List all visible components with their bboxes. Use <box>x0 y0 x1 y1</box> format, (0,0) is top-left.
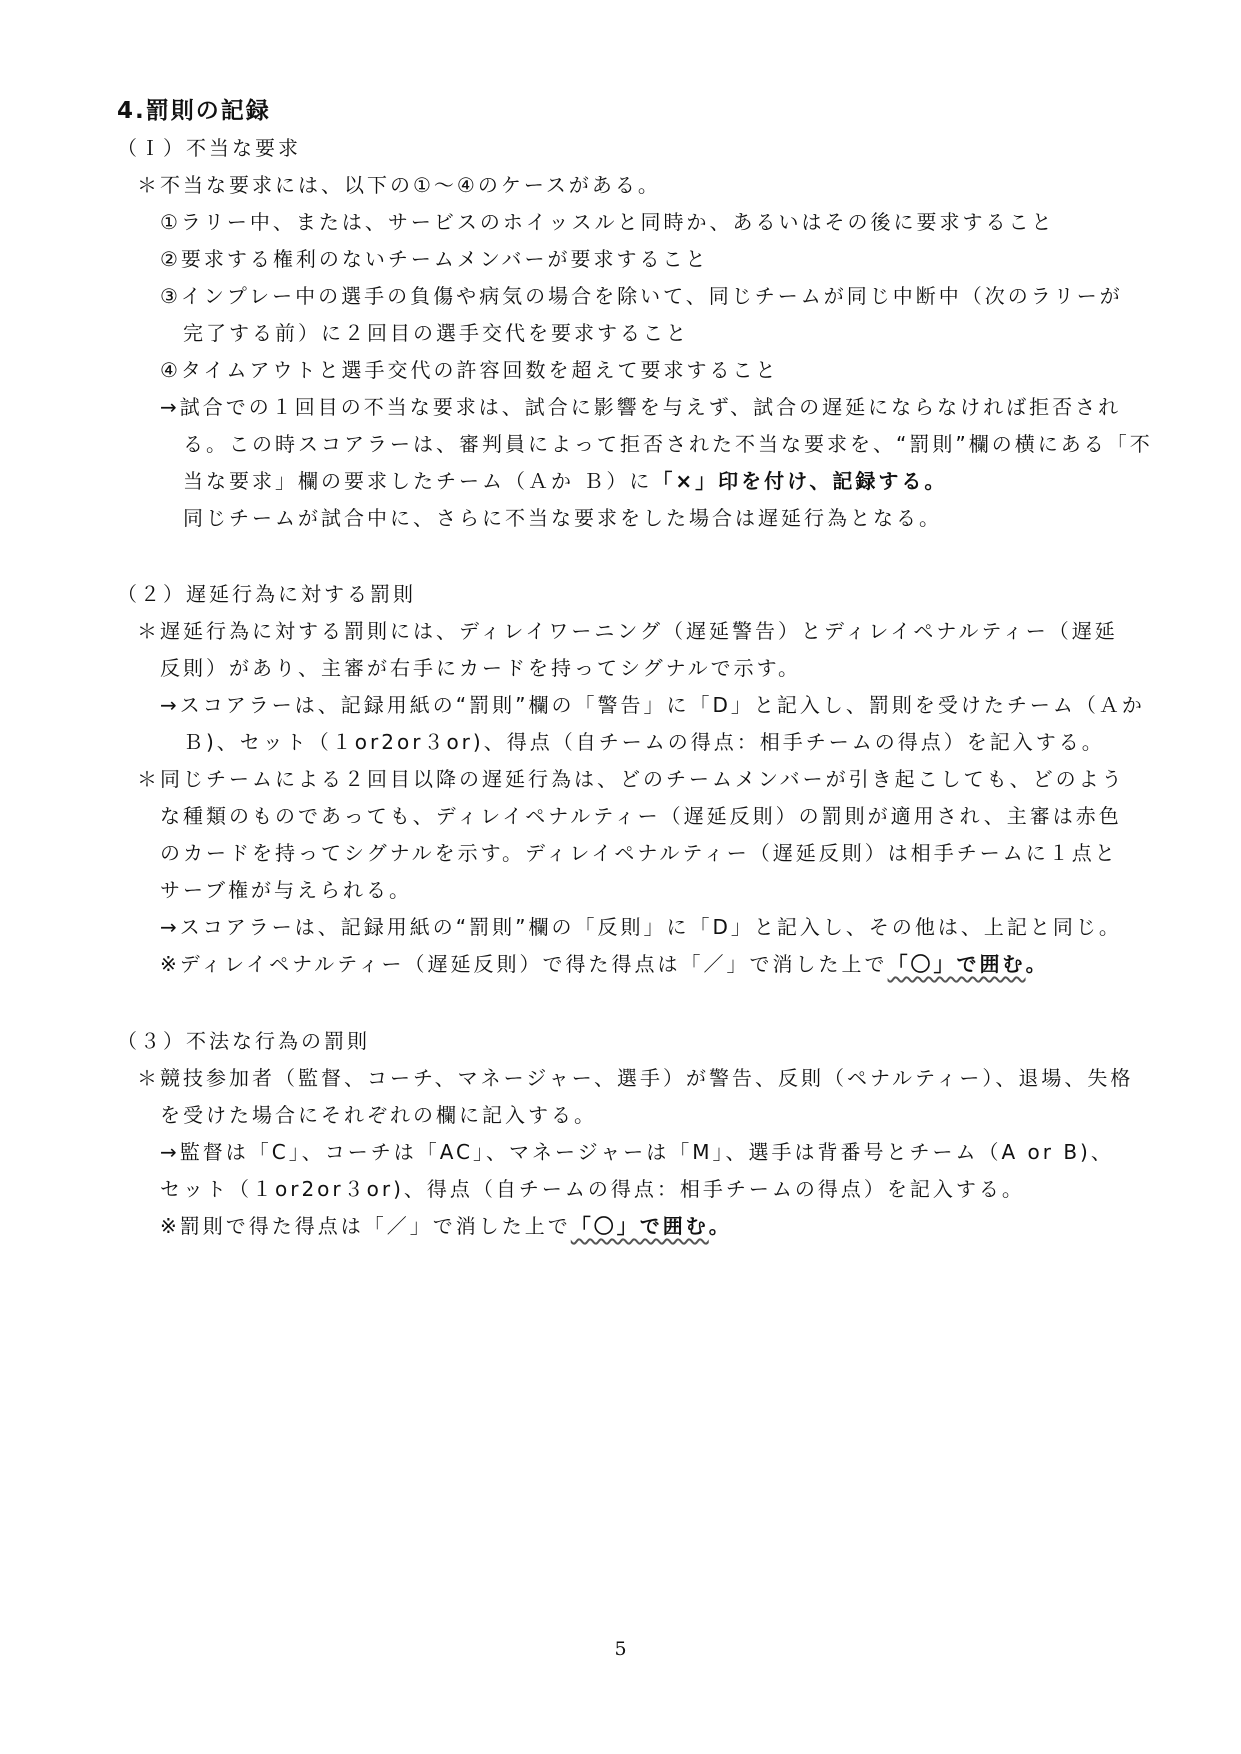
s1-item-4: ④タイムアウトと選手交代の許容回数を超えて要求すること <box>160 358 779 382</box>
s3-p1-e-end: 。 <box>708 1214 732 1238</box>
s1-note-d: 同じチームが試合中に、さらに不当な要求をした場合は遅延行為となる。 <box>183 506 942 530</box>
s2-p2-d: サーブ権が与えられる。 <box>160 878 412 902</box>
s1-item-3a: ③インプレー中の選手の負傷や病気の場合を除いて、同じチームが同じ中断中（次のラリーが <box>160 284 1123 308</box>
s2-p2-f-end: 。 <box>1025 952 1049 976</box>
s2-p2-c: のカードを持ってシグナルを示す。ディレイペナルティー（遅延反則）は相手チームに１点と <box>160 841 1118 865</box>
section-title: 4.罰則の記録 <box>117 98 271 124</box>
s3-heading: （３）不法な行為の罰則 <box>117 1029 370 1053</box>
s2-p1-d: Ｂ)、セット（１or2or３or)、得点（自チームの得点：相手チームの得点）を記入する。 <box>183 730 1105 754</box>
s3-p1-d: セット（１or2or３or)、得点（自チームの得点：相手チームの得点）を記入する。 <box>160 1177 1025 1201</box>
s3-p1-e <box>160 1212 732 1240</box>
s2-p1-c: →スコアラーは、記録用紙の“罰則”欄の「警告」に「D」と記入し、罰則を受けたチーム（Ａか <box>160 693 1145 717</box>
s3-p1-e-text: ※罰則で得た得点は「／」で消した上で <box>160 1214 571 1238</box>
s1-item-3b: 完了する前）に２回目の選手交代を要求すること <box>183 321 689 345</box>
s1-note-c-text: 当な要求」欄の要求したチーム（Ａか Ｂ）に <box>183 469 653 493</box>
s1-item-2: ②要求する権利のないチームメンバーが要求すること <box>160 247 709 271</box>
s2-p2-b: な種類のものであっても、ディレイペナルティー（遅延反則）の罰則が適用され、主審は赤色 <box>160 804 1122 828</box>
s1-intro: ＊不当な要求には、以下の①～④のケースがある。 <box>137 173 661 197</box>
s2-p2-e: →スコアラーは、記録用紙の“罰則”欄の「反則」に「D」と記入し、その他は、上記と同じ。 <box>160 915 1122 939</box>
s3-p1-a: ＊競技参加者（監督、コーチ、マネージャー、選手）が警告、反則（ペナルティー）、退場、失格 <box>137 1066 1134 1090</box>
s2-p1-a: ＊遅延行為に対する罰則には、ディレイワーニング（遅延警告）とディレイペナルティー（遅延 <box>137 619 1118 643</box>
s1-note-c <box>183 467 947 495</box>
s1-note-c-emphasis: 「×」印を付け、記録する。 <box>652 469 948 493</box>
s2-heading: （２）遅延行為に対する罰則 <box>117 582 416 606</box>
page-number: 5 <box>614 1638 627 1660</box>
s2-p2-f <box>160 950 1049 978</box>
s1-note-b: る。この時スコアラーは、審判員によって拒否された不当な要求を、“罰則”欄の横にある「不 <box>183 432 1153 456</box>
s3-p1-c: →監督は「C」、コーチは「AC」、マネージャーは「M」、選手は背番号とチーム（A or B)、 <box>160 1140 1114 1164</box>
s2-p2-f-emphasis: 「〇」で囲む <box>887 952 1026 976</box>
s1-heading: （Ｉ）不当な要求 <box>117 136 301 160</box>
s2-p1-b: 反則）があり、主審が右手にカードを持ってシグナルで示す。 <box>160 656 801 680</box>
s1-item-1: ①ラリー中、または、サービスのホイッスルと同時か、あるいはその後に要求すること <box>160 210 1055 234</box>
s3-p1-b: を受けた場合にそれぞれの欄に記入する。 <box>160 1103 597 1127</box>
s1-note-a: →試合での１回目の不当な要求は、試合に影響を与えず、試合の遅延にならなければ拒否され <box>160 395 1122 419</box>
s2-p2-a: ＊同じチームによる２回目以降の遅延行為は、どのチームメンバーが引き起こしても、どのよう <box>137 767 1125 791</box>
s3-p1-e-emphasis: 「〇」で囲む <box>570 1214 709 1238</box>
s2-p2-f-text: ※ディレイペナルティー（遅延反則）で得た得点は「／」で消した上で <box>160 952 888 976</box>
